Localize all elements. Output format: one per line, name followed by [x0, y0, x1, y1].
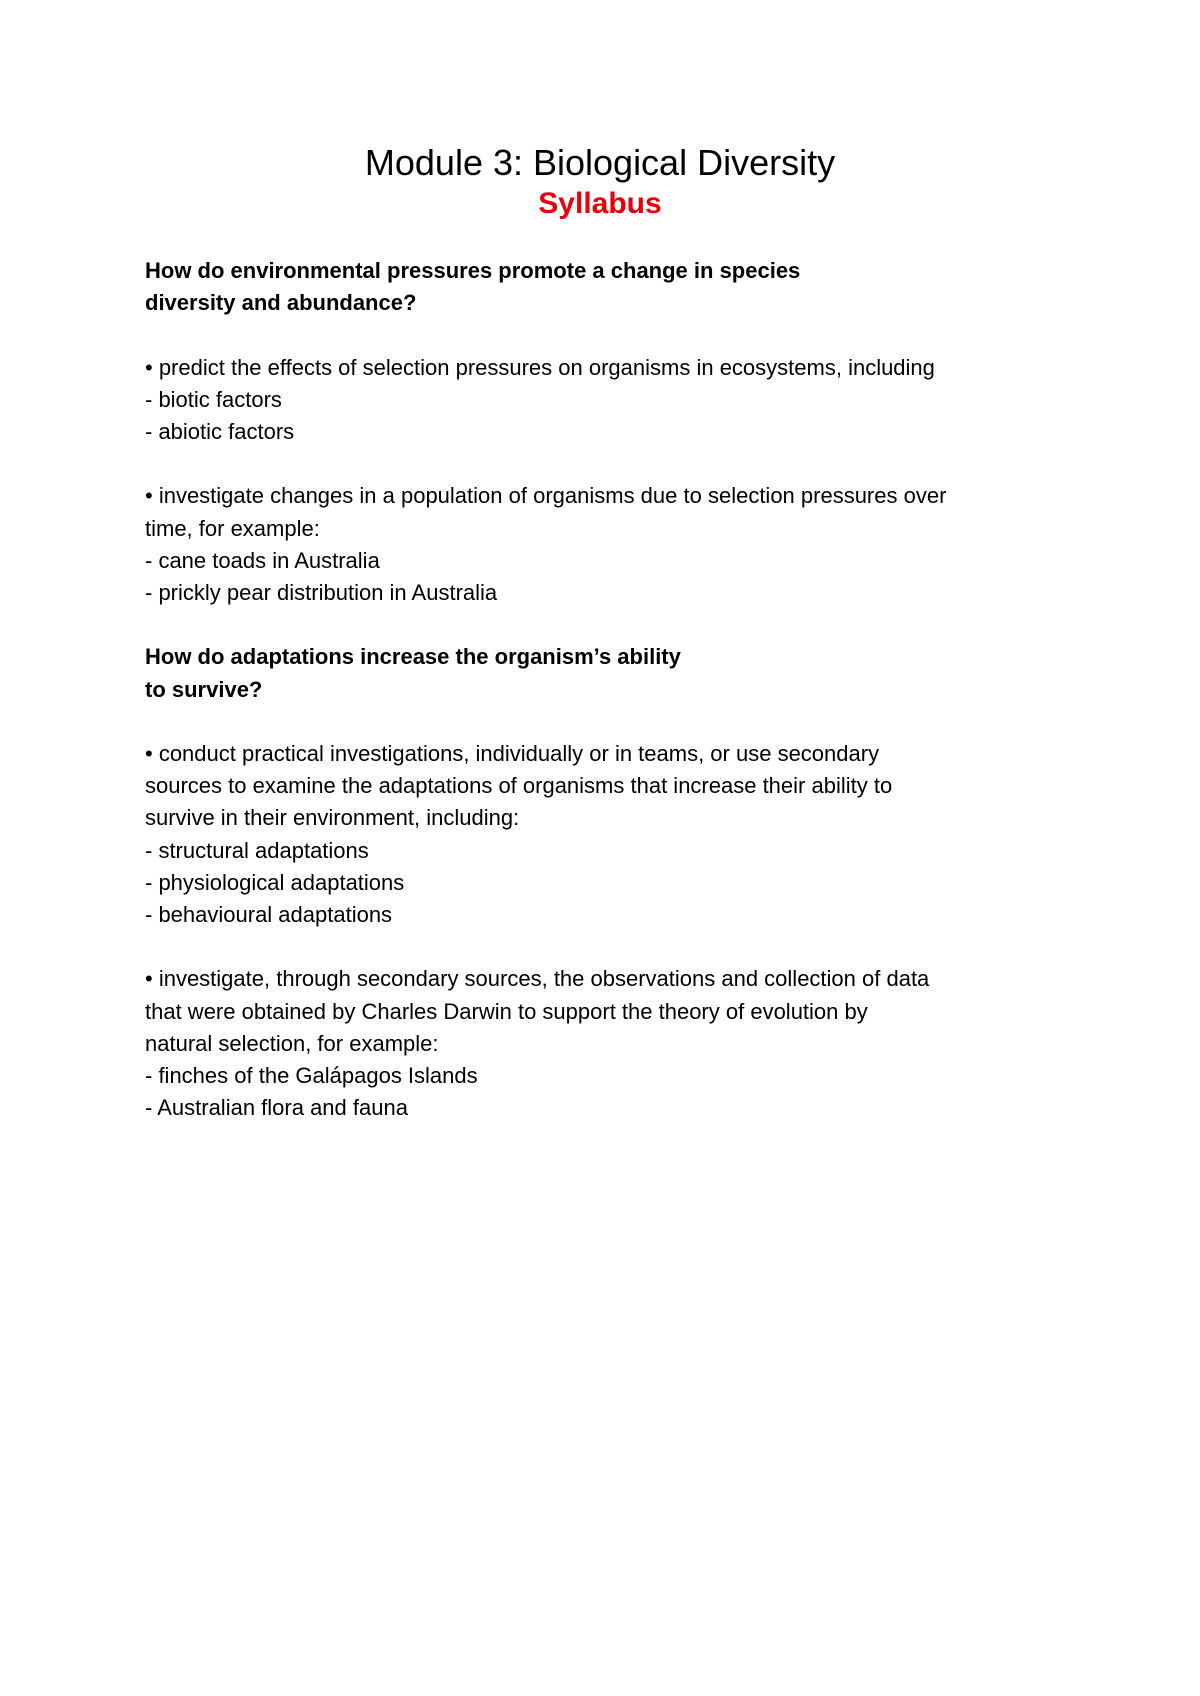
page-title: Module 3: Biological Diversity — [364, 142, 836, 183]
syllabus-point-line: • investigate changes in a population of organisms due to selection pressures over — [145, 483, 947, 509]
syllabus-subpoint: - biotic factors — [145, 386, 282, 412]
syllabus-subpoint: - behavioural adaptations — [145, 902, 393, 927]
section-heading — [145, 255, 1065, 319]
syllabus-point-line: • predict the effects of selection pressures on organisms in ecosystems, including — [145, 354, 935, 380]
syllabus-subpoint: - abiotic factors — [145, 419, 295, 444]
syllabus-point-line: sources to examine the adaptations of organisms that increase their ability to — [145, 773, 893, 799]
section-heading-line: to survive? — [145, 676, 263, 702]
syllabus-subpoint: - physiological adaptations — [145, 869, 405, 895]
syllabus-section-adaptations — [145, 641, 1065, 1124]
syllabus-point — [145, 352, 1065, 449]
syllabus-point — [145, 738, 1065, 931]
section-heading-line: How do adaptations increase the organism’s ability — [145, 644, 681, 670]
section-heading — [145, 641, 1065, 705]
syllabus-subpoint: - finches of the Galápagos Islands — [145, 1063, 478, 1088]
syllabus-content — [145, 255, 1065, 1157]
syllabus-subpoint: - Australian flora and fauna — [145, 1095, 408, 1121]
section-heading-line: How do environmental pressures promote a change in species — [145, 258, 801, 283]
syllabus-point-line: natural selection, for example: — [145, 1030, 439, 1056]
syllabus-subpoint: - prickly pear distribution in Australia — [145, 580, 498, 605]
syllabus-point-line: • conduct practical investigations, individually or in teams, or use secondary — [145, 740, 880, 766]
syllabus-section-environmental-pressures — [145, 255, 1065, 609]
syllabus-subpoint: - cane toads in Australia — [145, 547, 380, 573]
syllabus-point-line: time, for example: — [145, 515, 320, 541]
syllabus-subpoint: - structural adaptations — [145, 837, 369, 863]
page-subtitle: Syllabus — [538, 187, 662, 220]
syllabus-point-line: • investigate, through secondary sources, the observations and collection of data — [145, 966, 930, 992]
syllabus-point-line: survive in their environment, including: — [145, 805, 520, 831]
syllabus-point-line: that were obtained by Charles Darwin to support the theory of evolution by — [145, 998, 868, 1024]
syllabus-point — [145, 963, 1065, 1124]
section-heading-line: diversity and abundance? — [145, 290, 417, 316]
syllabus-point — [145, 480, 1065, 609]
